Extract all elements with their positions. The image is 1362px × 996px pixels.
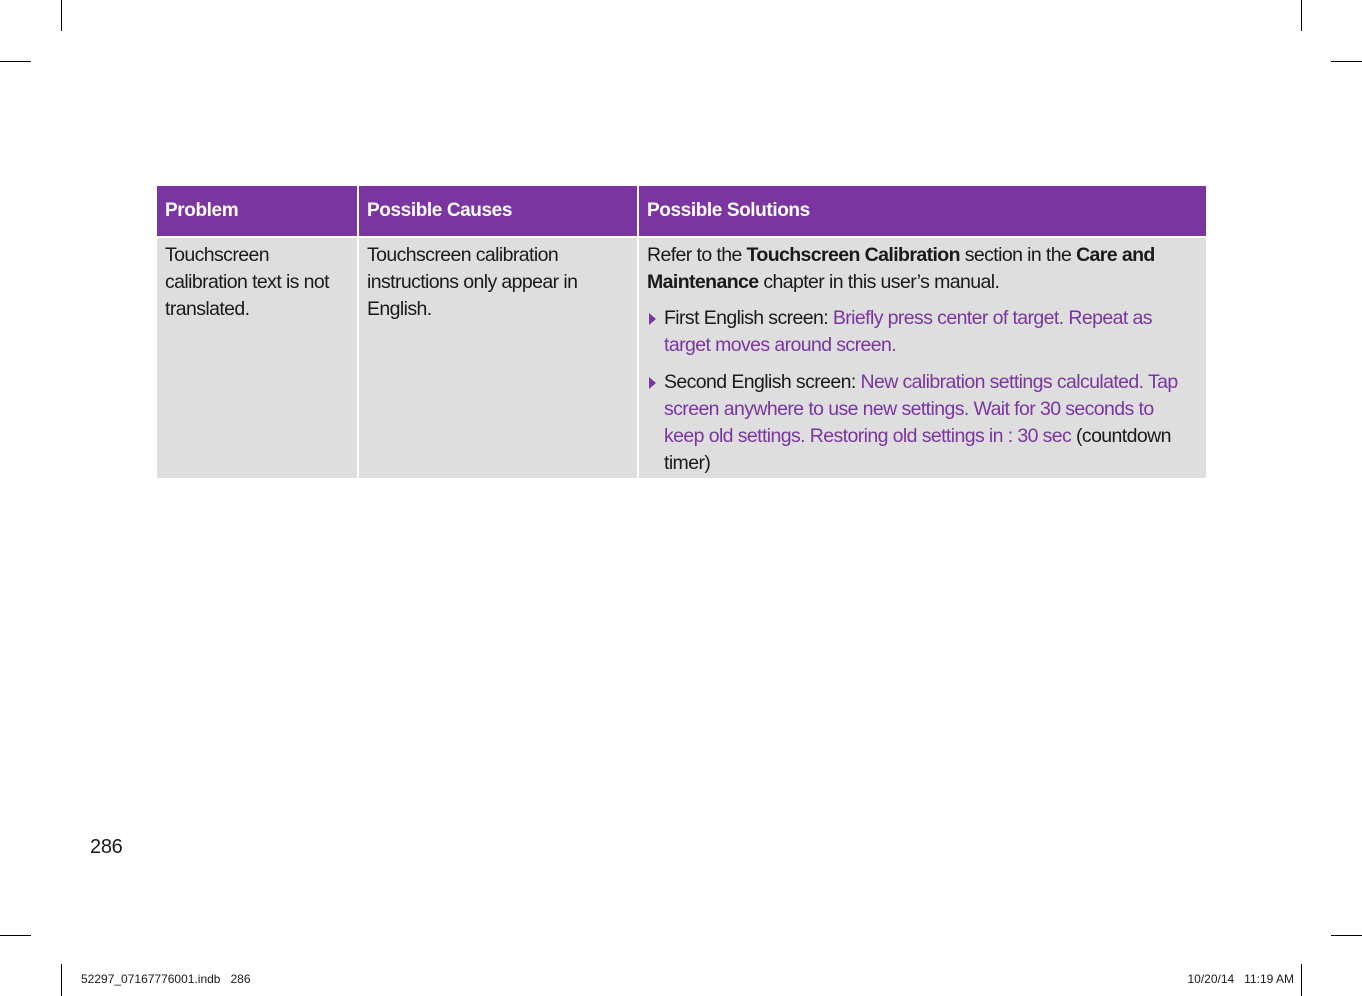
bullet-label: Second English screen: — [664, 371, 861, 393]
header-possible-solutions: Possible Solutions — [638, 186, 1206, 237]
crop-mark-top-left-h — [0, 61, 31, 62]
page-number: 286 — [90, 836, 123, 858]
cell-cause: Touchscreen calibration instructions only appear in English. — [358, 237, 638, 478]
triangle-right-icon — [649, 377, 656, 389]
cell-solution — [638, 237, 1206, 478]
header-problem: Problem — [157, 186, 358, 237]
bullet-message: Briefly press center of target. Repeat as target moves around screen. — [664, 307, 1152, 356]
print-slug-file: 52297_07167776001.indb 286 — [81, 972, 251, 986]
solution-intro-bold-1: Touchscreen Calibration — [746, 244, 960, 266]
solution-bullet-second-screen — [647, 369, 1198, 477]
crop-mark-top-right — [1301, 0, 1302, 31]
crop-mark-bottom-left-h — [0, 935, 31, 936]
crop-mark-bottom-right — [1301, 964, 1302, 996]
troubleshooting-table — [157, 186, 1206, 478]
table-header-row — [157, 186, 1206, 237]
table-row — [157, 237, 1206, 478]
crop-mark-bottom-right-h — [1331, 935, 1362, 936]
cell-problem: Touchscreen calibration text is not translated. — [157, 237, 358, 478]
solution-intro-text-2: section in the — [959, 244, 1077, 266]
solution-intro-text-1: Refer to the — [647, 244, 747, 266]
triangle-right-icon — [649, 313, 656, 325]
bullet-message: New calibration settings calculated. Tap screen anywhere to use new settings. Wait for 30 seconds to keep old settings. Restoring old settings in : 30 sec — [664, 371, 1178, 447]
crop-mark-bottom-left — [61, 964, 62, 996]
crop-mark-top-left — [61, 0, 62, 31]
crop-mark-top-right-h — [1331, 61, 1362, 62]
solution-intro-text-3: chapter in this user’s manual. — [758, 271, 1000, 293]
solution-bullet-first-screen — [647, 305, 1198, 359]
print-slug-datetime: 10/20/14 11:19 AM — [1187, 972, 1294, 986]
solution-intro — [647, 242, 1198, 296]
header-possible-causes: Possible Causes — [358, 186, 638, 237]
bullet-label: First English screen: — [664, 307, 833, 329]
solution-intro-bold-2: Care and Maintenance — [647, 244, 1155, 293]
bullet-suffix: (countdown timer) — [664, 425, 1171, 474]
